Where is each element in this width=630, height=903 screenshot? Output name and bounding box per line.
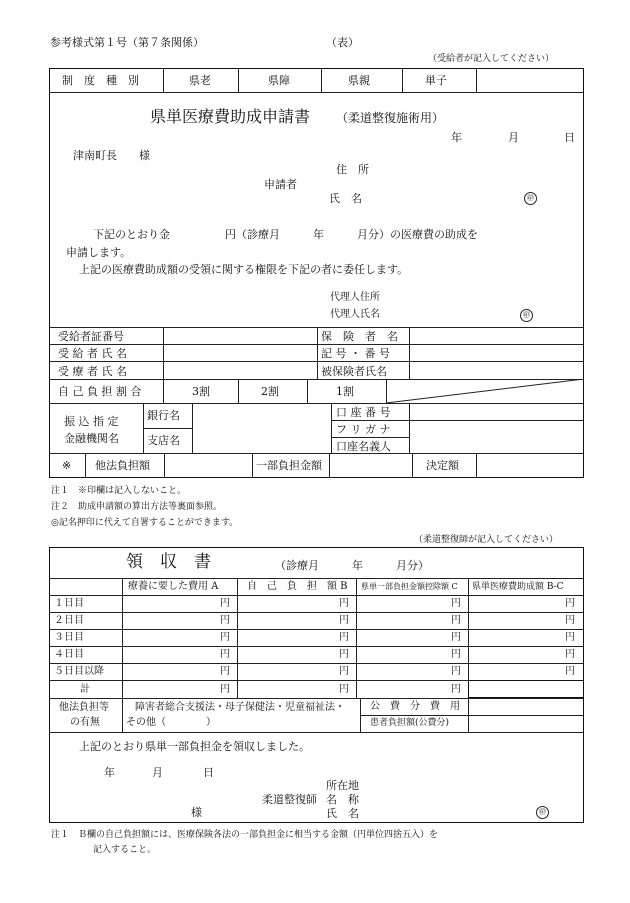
divider <box>476 68 477 92</box>
receipt-date-day: 日 <box>203 766 214 779</box>
application-title: 県単医療費助成申請書 <box>150 107 311 126</box>
row-label-day4: ４日目 <box>54 649 84 660</box>
divider <box>163 68 164 92</box>
addressee: 津南町長 様 <box>73 149 150 162</box>
divider <box>192 403 193 453</box>
other-law-text-1: 障害者総合支援法・母子保健法・児童福祉法・ <box>135 702 345 713</box>
seal-mark: ㊞ <box>536 806 549 819</box>
insurer-name-label: 保 険 者 名 <box>321 330 398 343</box>
system-option-disabled[interactable]: 県障 <box>268 74 290 87</box>
form-number: 参考様式第１号（第７条関係） <box>50 36 204 49</box>
divider <box>49 612 584 613</box>
insurance-card-no-label: 受給者証番号 <box>58 330 124 343</box>
divider <box>331 420 584 421</box>
divider <box>85 453 86 478</box>
yen-unit: 円 <box>565 649 575 660</box>
note-3: ◎記名押印に代えて自署することができます。 <box>51 518 239 528</box>
divider <box>49 629 584 630</box>
applicant-label: 申請者 <box>264 178 297 191</box>
system-option-parent[interactable]: 県親 <box>348 74 370 87</box>
account-number-label: 口 座 番 号 <box>336 406 391 419</box>
addressee-sama: 様 <box>191 806 202 819</box>
system-type-label: 制 度 種 別 <box>62 74 139 87</box>
yen-unit: 円 <box>220 666 230 677</box>
yen-unit: 円 <box>565 632 575 643</box>
yen-unit: 円 <box>339 666 349 677</box>
date-day-label: 日 <box>564 131 575 144</box>
patient-name-label: 受 療 者 氏 名 <box>58 365 127 378</box>
date-year-label: 年 <box>451 131 462 144</box>
yen-unit: 円 <box>451 649 461 660</box>
side-label: （表） <box>326 36 359 49</box>
divider <box>476 453 477 478</box>
col-header-a: 療養に要した費用 A <box>128 581 219 592</box>
row-label-total: 計 <box>80 684 90 695</box>
bank-name-label: 銀行名 <box>147 409 180 422</box>
burden-option-1[interactable]: 1割 <box>336 385 354 398</box>
divider <box>49 663 584 664</box>
col-header-bc: 県単医療費助成額 B-C <box>472 582 564 592</box>
divider <box>164 453 165 478</box>
burden-option-2[interactable]: 2割 <box>261 385 279 398</box>
other-law-label-1: 他法負担等 <box>59 702 109 713</box>
divider <box>49 698 584 699</box>
application-subtitle: （柔道整復施術用） <box>336 111 445 125</box>
divider <box>329 453 330 478</box>
recipient-note: （受給者が記入してください） <box>428 54 555 64</box>
yen-unit: 円 <box>339 649 349 660</box>
location-label: 所在地 <box>326 779 359 792</box>
recipient-name-label: 受 給 者 氏 名 <box>58 347 127 360</box>
divider <box>402 68 403 92</box>
system-option-child[interactable]: 単子 <box>425 74 447 87</box>
office-use-mark: ※ <box>62 459 72 472</box>
divider <box>331 437 409 438</box>
other-law-burden-label: 他法負担額 <box>95 459 150 472</box>
branch-name-label: 支店名 <box>147 434 180 447</box>
col-header-b: 自 己 負 担 額 B <box>247 581 348 592</box>
insured-name-label: 被保険者氏名 <box>321 365 387 378</box>
account-holder-label: 口座名義人 <box>336 440 391 453</box>
yen-unit: 円 <box>220 632 230 643</box>
divider <box>356 578 357 698</box>
divider <box>360 698 361 732</box>
partial-burden-label: 一部負担金額 <box>256 459 322 472</box>
yen-unit: 円 <box>220 684 230 695</box>
yen-unit: 円 <box>339 615 349 626</box>
row-label-day5plus: ５日目以降 <box>54 666 104 677</box>
divider <box>49 92 584 93</box>
bottom-note-1: 注１ Ｂ欄の自己負担額には、医療保険各法の一部負担金に相当する金額（円単位四捨五入）を <box>51 830 439 840</box>
divider <box>331 403 332 453</box>
yen-unit: 円 <box>339 632 349 643</box>
bank-label-2: 金融機関名 <box>64 432 119 445</box>
row-label-day2: ２日目 <box>54 615 84 626</box>
yen-unit: 円 <box>565 666 575 677</box>
yen-unit: 円 <box>339 684 349 695</box>
divider <box>321 68 322 92</box>
divider <box>360 715 584 716</box>
public-cost-label: 公 費 分 費 用 <box>370 701 460 712</box>
symbol-number-label: 記 号 ・ 番 号 <box>321 347 390 360</box>
burden-ratio-label: 自 己 負 担 割 合 <box>58 385 142 398</box>
decision-amount-label: 決定額 <box>426 459 459 472</box>
yen-unit: 円 <box>220 598 230 609</box>
yen-unit: 円 <box>451 615 461 626</box>
total-grant-box <box>468 680 584 698</box>
note-2: 注２ 助成申請額の算出方法等裏面参照。 <box>51 502 223 512</box>
yen-unit: 円 <box>565 615 575 626</box>
seal-mark: ㊞ <box>520 309 533 322</box>
burden-option-3[interactable]: 3割 <box>192 385 210 398</box>
divider <box>252 453 253 478</box>
divider <box>49 578 584 579</box>
divider <box>238 379 239 403</box>
furigana-label: フ リ ガ ナ <box>336 423 391 436</box>
col-header-c: 県単一部負担金額控除額 C <box>361 582 458 591</box>
application-body-3: 上記の医療費助成額の受領に関する権限を下記の者に委任します。 <box>79 263 409 276</box>
divider <box>163 327 164 379</box>
therapist-name-label: 氏 名 <box>326 807 359 820</box>
facility-name-label: 名 称 <box>326 793 359 806</box>
divider <box>163 379 164 403</box>
other-law-text-2: その他（ ） <box>126 717 216 728</box>
divider <box>412 453 413 478</box>
seal-mark: ㊞ <box>524 192 537 205</box>
bottom-note-2: 記入すること。 <box>93 845 157 855</box>
receipt-title: 領 収 書 <box>126 552 211 572</box>
system-option-elderly[interactable]: 県老 <box>189 74 211 87</box>
divider <box>237 578 238 698</box>
divider <box>317 327 318 379</box>
yen-unit: 円 <box>451 632 461 643</box>
divider <box>49 453 584 454</box>
divider <box>409 327 410 379</box>
yen-unit: 円 <box>339 598 349 609</box>
bank-label-1: 振 込 指 定 <box>64 415 119 428</box>
note-1: 注１ ※印欄は記入しないこと。 <box>51 486 187 496</box>
other-law-label-2: の有無 <box>70 717 100 728</box>
yen-unit: 円 <box>451 666 461 677</box>
divider <box>468 578 469 732</box>
receipt-date-year: 年 <box>104 766 115 779</box>
application-body-1: 下記のとおり金 円（診療月 年 月分）の医療費の助成を <box>93 228 478 241</box>
address-label: 住 所 <box>336 163 369 176</box>
agent-name-label: 代理人氏名 <box>330 309 380 320</box>
divider <box>49 403 584 404</box>
divider <box>49 646 584 647</box>
divider <box>409 403 410 453</box>
yen-unit: 円 <box>220 649 230 660</box>
patient-burden-public-label: 患者負担額(公費分) <box>370 718 450 728</box>
agent-address-label: 代理人住所 <box>330 292 380 303</box>
therapist-note: （柔道整復師が記入してください） <box>414 535 559 545</box>
receipt-period: （診療月 年 月分） <box>275 559 429 572</box>
row-label-day3: ３日目 <box>54 632 84 643</box>
date-month-label: 月 <box>508 131 519 144</box>
yen-unit: 円 <box>451 598 461 609</box>
divider <box>49 595 584 596</box>
yen-unit: 円 <box>565 598 575 609</box>
therapist-label: 柔道整復師 <box>262 793 317 806</box>
diagonal-strike <box>386 379 584 403</box>
divider <box>307 379 308 403</box>
divider <box>143 428 192 429</box>
receipt-date-month: 月 <box>152 766 163 779</box>
received-statement: 上記のとおり県単一部負担金を領収しました。 <box>79 740 310 753</box>
row-label-day1: １日目 <box>54 598 84 609</box>
divider <box>122 578 123 732</box>
yen-unit: 円 <box>451 684 461 695</box>
yen-unit: 円 <box>220 615 230 626</box>
divider <box>49 732 584 733</box>
name-label: 氏 名 <box>329 192 362 205</box>
divider <box>238 68 239 92</box>
application-body-2: 申請します。 <box>66 246 132 259</box>
